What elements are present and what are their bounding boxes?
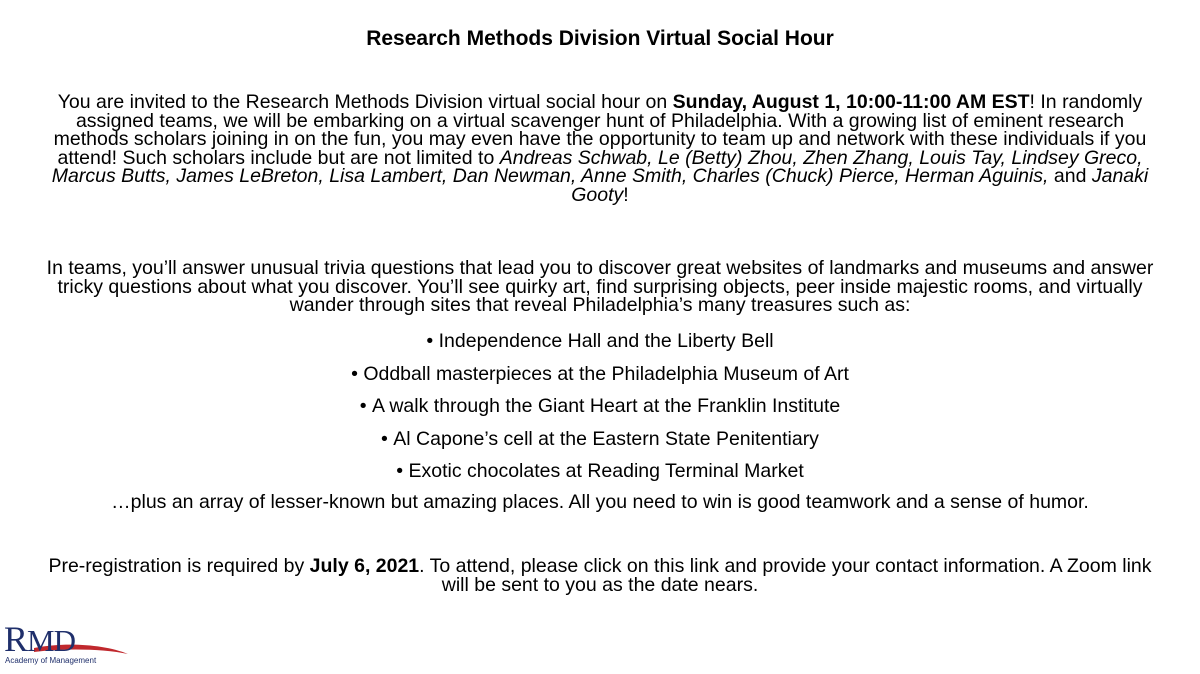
registration-text-2: . To attend, please click on this link and provide your contact information. A Zoom link will be sent to you as the date nears. (419, 555, 1152, 596)
teams-paragraph: In teams, you’ll answer unusual trivia questions that lead you to discover great websites of landmarks and museums and answer tricky questions about what you discover. You’ll see quirky art, find surprising objects, peer inside majestic rooms, and virtually wander through sites that reveal Philadelphia’s many treasures such as: (46, 257, 1154, 317)
logo-letters (4, 619, 75, 659)
logo-letter-r: R (4, 619, 28, 659)
rmd-logo (4, 619, 132, 668)
list-item: • Al Capone’s cell at the Eastern State Penitentiary (0, 425, 1200, 458)
page-title: Research Methods Division Virtual Social Hour (366, 27, 834, 50)
invite-text-4: ! (623, 183, 629, 206)
invitation-paragraph (40, 93, 1160, 205)
scholar-list: Andreas Schwab, Le (Betty) Zhou, Zhen Zhang, Louis Tay, Lindsey Greco, Marcus Butts, James LeBreton, Lisa Lambert, Dan Newman, Anne Smith, Charles (Chuck) Pierce, Herman Aguinis, (51, 146, 1143, 188)
list-item: • Independence Hall and the Liberty Bell (0, 327, 1200, 360)
registration-deadline: July 6, 2021 (309, 555, 420, 577)
list-item: • Oddball masterpieces at the Philadelphia Museum of Art (0, 360, 1200, 393)
invite-text-2: ! In randomly assigned teams, we will be embarking on a virtual scavenger hunt of Philadelphia. With a growing list of eminent research methods scholars joining in on the fun, you may even have the opportunity to team up and network with these individuals if you attend! Such scholars include but are not limited to (53, 91, 1147, 169)
registration-text-1: Pre-registration is required by (48, 555, 310, 577)
list-item: • Exotic chocolates at Reading Terminal Market (0, 457, 1200, 490)
last-scholar: Janaki Gooty (571, 165, 1149, 206)
invite-text-1: You are invited to the Research Methods Division virtual social hour on (57, 91, 673, 113)
event-date: Sunday, August 1, 10:00-11:00 AM EST (672, 91, 1030, 113)
treasure-list (0, 327, 1200, 490)
logo-subtitle: Academy of Management (5, 656, 97, 665)
invite-text-3: and (1048, 165, 1092, 188)
closing-line: …plus an array of lesser-known but amazing places. All you need to win is good teamwork and a sense of humor. (111, 491, 1089, 513)
logo-letters-md: MD (27, 623, 75, 658)
registration-paragraph (40, 557, 1160, 594)
list-item: • A walk through the Giant Heart at the Franklin Institute (0, 392, 1200, 425)
